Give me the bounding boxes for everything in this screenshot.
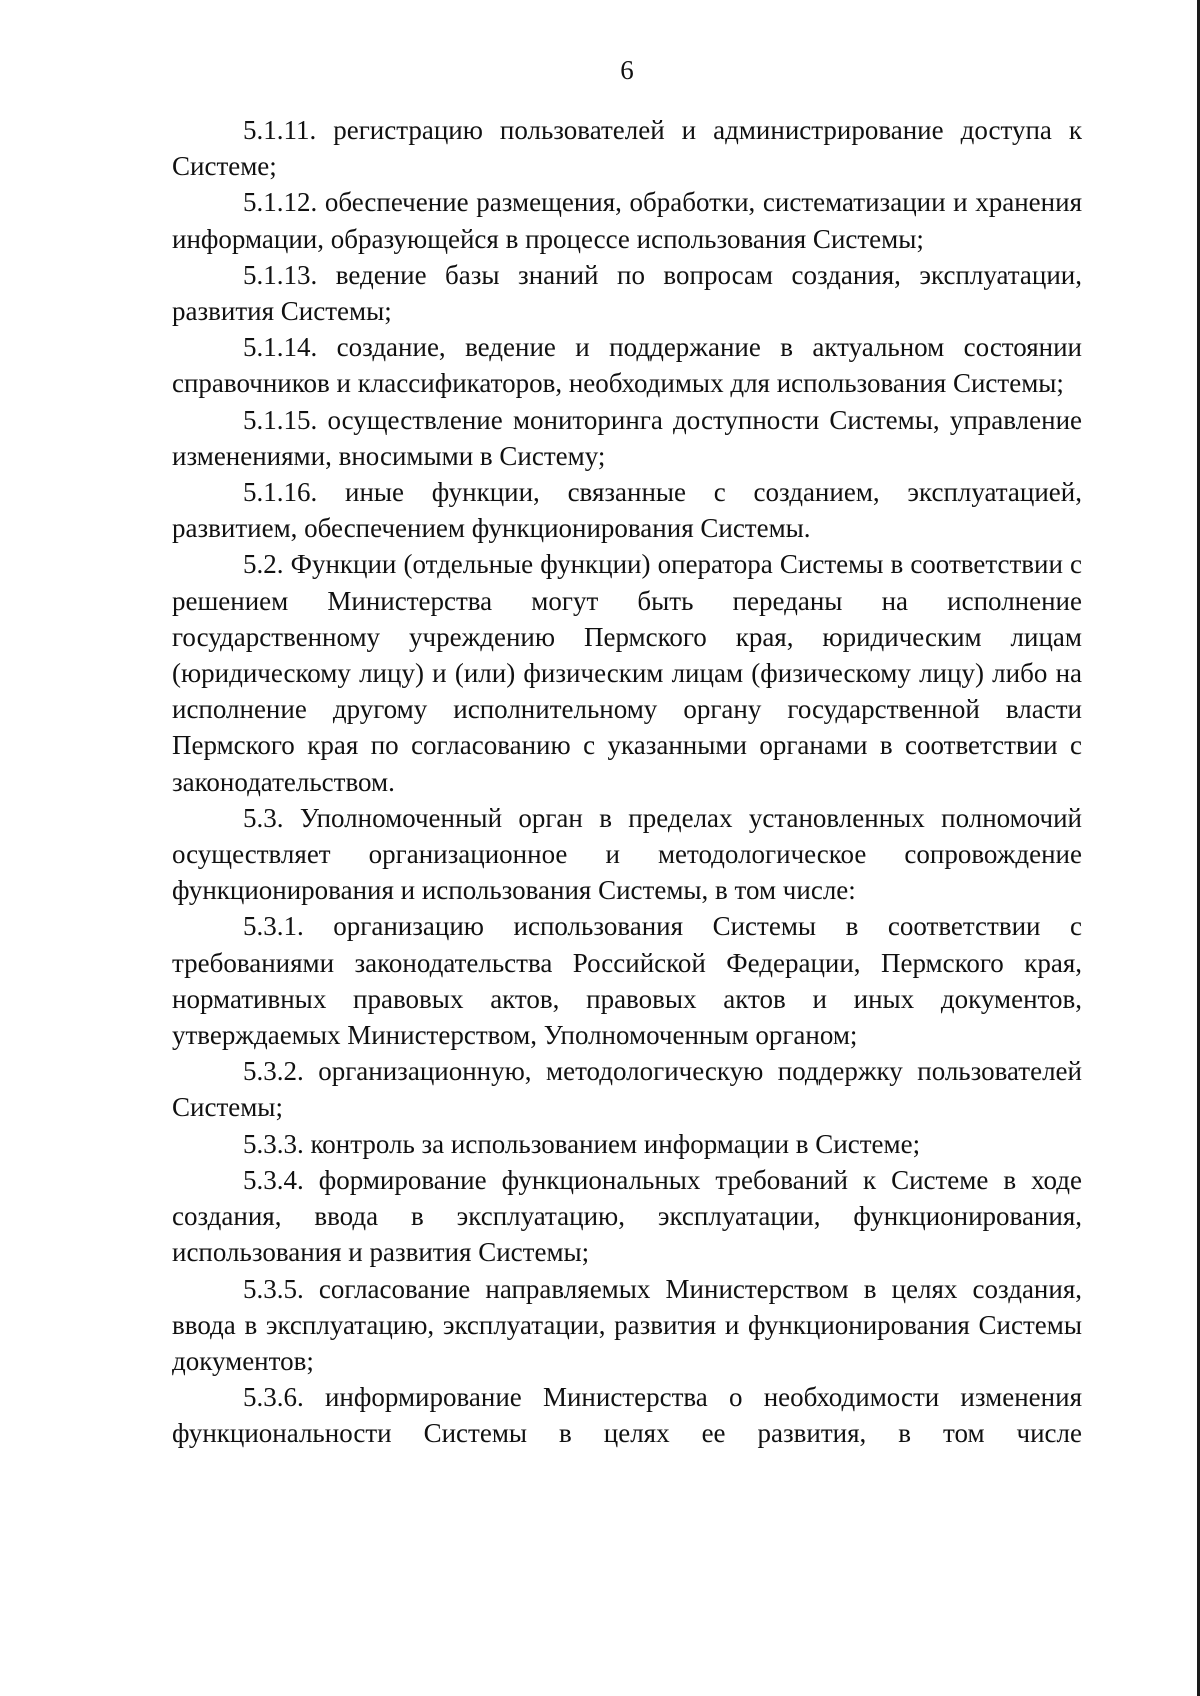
paragraph-5-3: 5.3. Уполномоченный орган в пределах установленных полномочий осуществляет организационное и методологическое сопровождение функционирования и использования Системы, в том числе: [172,802,1082,906]
paragraph-5-3-3: 5.3.3. контроль за использованием информации в Системе; [243,1128,921,1159]
paragraph-5-1-12: 5.1.12. обеспечение размещения, обработки, систематизации и хранения информации, образующейся в процессе использования Системы; [172,187,1082,254]
paragraph-5-3-5: 5.3.5. согласование направляемых Министерством в целях создания, ввода в эксплуатацию, эксплуатации, развития и функционирования Системы документов; [172,1273,1082,1376]
paragraph-5-2: 5.2. Функции (отдельные функции) оператора Системы в соответствии с решением Министерства могут быть переданы на исполнение государственному учреждению Пермского края, юридическим лицам (юридическому лицу) и (или) физическим лицам (физическому лицу) либо на исполнение другому исполнительному органу государственной власти Пермского края по согласованию с указанными органами в соответствии с законодательством. [172,549,1082,797]
paragraph-5-3-6: 5.3.6. информирование Министерства о необходимости изменения функциональности Системы в целях ее развития, в том числе [172,1382,1082,1449]
paragraph-5-1-13: 5.1.13. ведение базы знаний по вопросам создания, эксплуатации, развития Системы; [172,259,1082,327]
paragraph-5-3-1: 5.3.1. организацию использования Системы в соответствии с требованиями законодательства Российской Федерации, Пермского края, нормативных правовых актов, правовых актов и иных документов, утверждаемых Министерством, Уполномоченным органом; [172,911,1082,1051]
paragraph-5-1-16: 5.1.16. иные функции, связанные с созданием, эксплуатацией, развитием, обеспечением функционирования Системы. [172,477,1082,544]
paragraph-5-3-2: 5.3.2. организационную, методологическую поддержку пользователей Системы; [172,1056,1082,1123]
page-number: 6 [620,55,634,85]
paragraph-5-1-15: 5.1.15. осуществление мониторинга доступности Системы, управление изменениями, вносимыми в Систему; [172,404,1082,471]
paragraph-5-3-4: 5.3.4. формирование функциональных требований к Системе в ходе создания, ввода в эксплуатацию, эксплуатации, функционирования, использования и развития Системы; [172,1164,1082,1268]
document-body [172,112,1082,1452]
paragraph-5-1-14: 5.1.14. создание, ведение и поддержание в актуальном состоянии справочников и классификаторов, необходимых для использования Системы; [172,332,1082,399]
paragraph-5-1-11: 5.1.11. регистрацию пользователей и администрирование доступа к Системе; [172,115,1082,182]
